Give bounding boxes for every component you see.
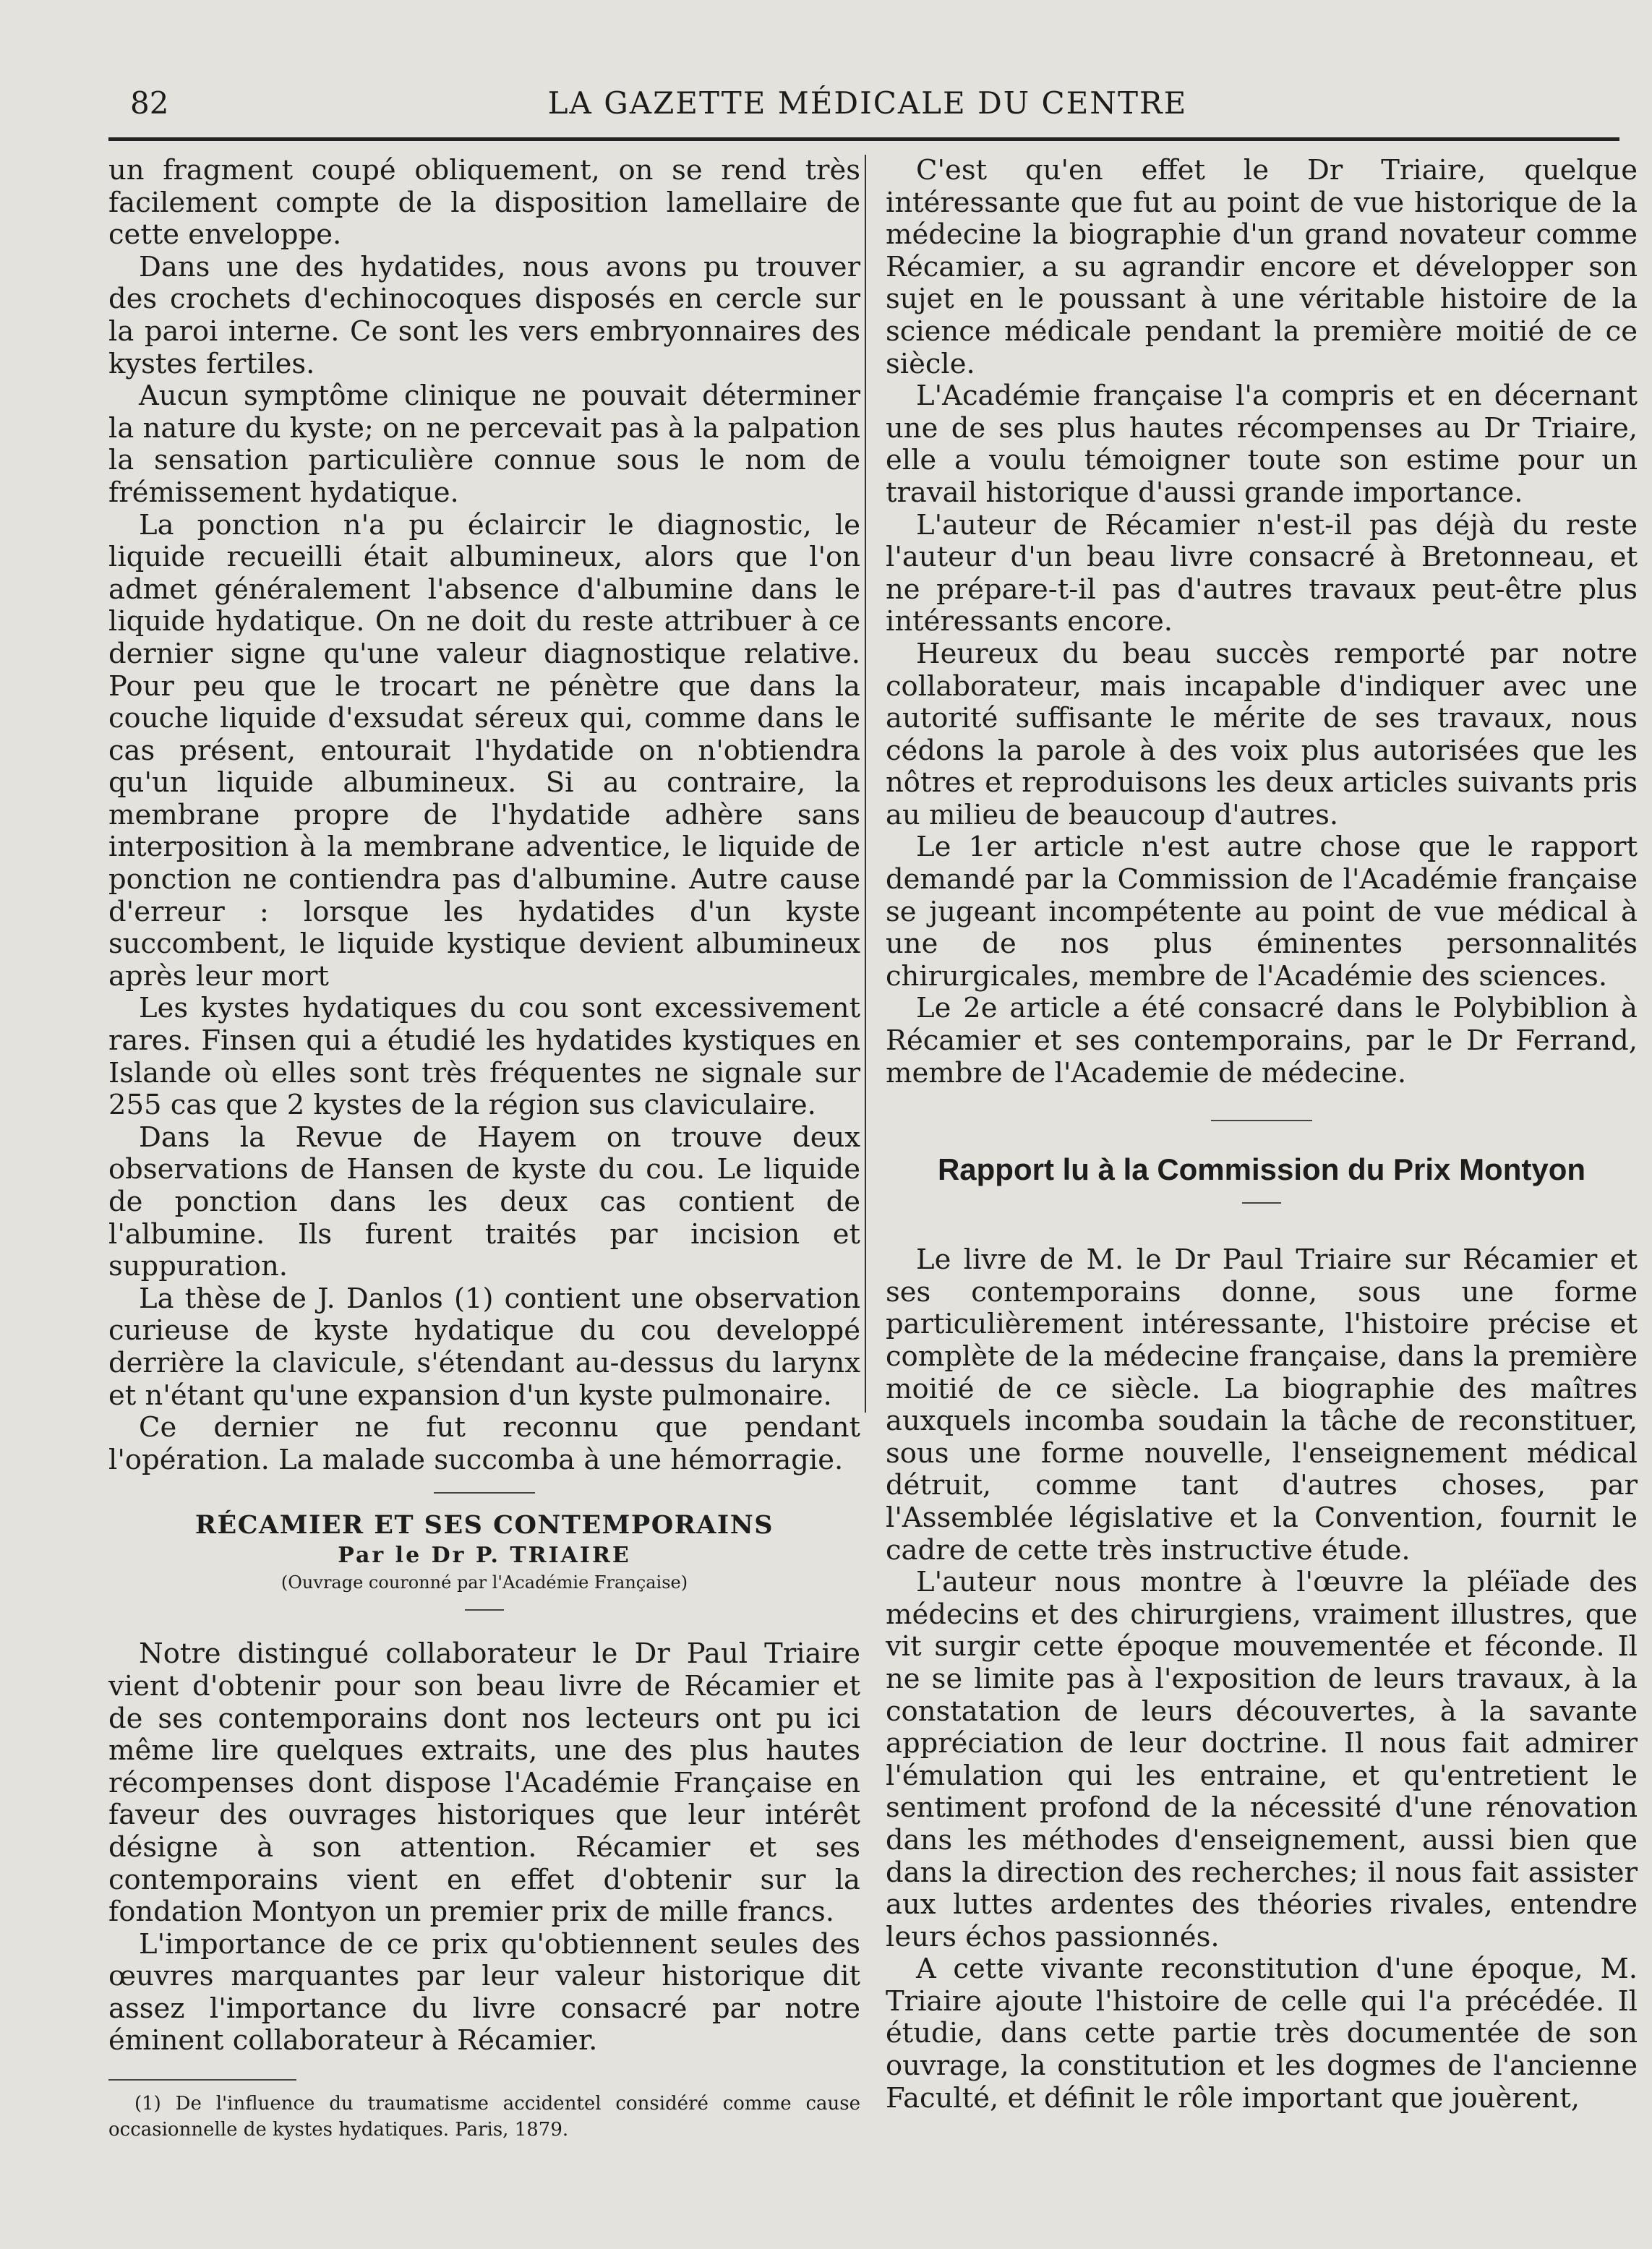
- report-heading: Rapport lu à la Commission du Prix Montyon: [937, 1152, 1586, 1187]
- page-header: [116, 85, 1619, 129]
- running-title: LA GAZETTE MÉDICALE DU CENTRE: [547, 85, 1188, 121]
- paragraph: Les kystes hydatiques du cou sont excessivement rares. Finsen qui a étudié les hydatides kystiques en Islande où elles sont très fréquentes ne signale sur 255 cas que 2 kystes de la région sus claviculaire.: [108, 992, 860, 1122]
- paragraph: Aucun symptôme clinique ne pouvait déterminer la nature du kyste; on ne percevait pas à la palpation la sensation particulière connue sous le nom de frémissement hydatique.: [108, 380, 860, 509]
- article-byline: Par le Dr P. TRIAIRE: [338, 1543, 631, 1569]
- paragraph: L'Académie française l'a compris et en décernant une de ses plus hautes récompenses au Dr Triaire, elle a voulu témoigner toute son estime pour un travail historique d'aussi grande importance.: [886, 380, 1638, 509]
- paragraph: L'auteur nous montre à l'œuvre la pléïade des médecins et des chirurgiens, vraiment illustres, que vit surgir cette époque mouvementée et féconde. Il ne se limite pas à l'exposition de leurs travaux, à la constatation de leurs découvertes, à la savante appréciation de leur doctrine. Il nous fait admirer l'émulation qui les entraine, et qu'entretient le sentiment profond de la nécessité d'une rénovation dans les méthodes d'enseignement, aussi bien que dans la direction des recherches; il nous fait assister aux luttes ardentes des théories rivales, entendre leurs échos passionnés.: [886, 1566, 1638, 1953]
- paragraph: Le 2e article a été consacré dans le Polybiblion à Récamier et ses contemporains, par le Dr Ferrand, membre de l'Academie de médecine.: [886, 992, 1638, 1089]
- paragraph: C'est qu'en effet le Dr Triaire, quelque intéressante que fut au point de vue historique de la médecine la biographie d'un grand novateur comme Récamier, a su agrandir encore et développer son sujet en le poussant à une véritable histoire de la science médicale pendant la première moitié de ce siècle.: [886, 154, 1638, 380]
- right-column: [886, 155, 1638, 2115]
- paragraph: Notre distingué collaborateur le Dr Paul Triaire vient d'obtenir pour son beau livre de Récamier et de ses contemporains dont nos lecteurs ont pu ici même lire quelques extraits, une des plus hautes récompenses dont dispose l'Académie Française en faveur des ouvrages historiques que leur intérêt désigne à son attention. Récamier et ses contemporains vient en effet d'obtenir sur la fondation Montyon un premier prix de mille francs.: [108, 1637, 860, 1929]
- paragraph: Dans une des hydatides, nous avons pu trouver des crochets d'echinocoques disposés en cercle sur la paroi interne. Ce sont les vers embryonnaires des kystes fertiles.: [108, 250, 860, 380]
- section-divider: [1211, 1120, 1312, 1121]
- title-divider: [465, 1609, 504, 1611]
- column-divider: [865, 155, 866, 1413]
- article-title: RÉCAMIER ET SES CONTEMPORAINS: [194, 1510, 774, 1541]
- section-divider: [434, 1492, 535, 1494]
- paragraph: Heureux du beau succès remporté par notre collaborateur, mais incapable d'indiquer avec une autorité suffisante le mérite de ses travaux, nous cédons la parole à des voix plus autorisées que les nôtres et reproduisons les deux articles suivants pris au milieu de beaucoup d'autres.: [886, 637, 1638, 831]
- paragraph: L'auteur de Récamier n'est-il pas déjà du reste l'auteur d'un beau livre consacré à Bretonneau, et ne prépare-t-il pas d'autres travaux peut-être plus intéressants encore.: [886, 508, 1638, 638]
- heading-divider: [1242, 1202, 1281, 1204]
- paragraph: Le livre de M. le Dr Paul Triaire sur Récamier et ses contemporains donne, sous une forme particulièrement intéressante, l'histoire précise et complète de la médecine française, dans la première moitié de ce siècle. La biographie des maîtres auxquels incomba soudain la tâche de reconstituer, sous une forme nouvelle, l'enseignement médical détruit, comme tant d'autres choses, par l'Assemblée législative et la Convention, fournit le cadre de cette très instructive étude.: [886, 1243, 1638, 1567]
- paragraph: La thèse de J. Danlos (1) contient une observation curieuse de kyste hydatique du cou developpé derrière la clavicule, s'étendant au-dessus du larynx et n'étant qu'une expansion d'un kyste pulmonaire.: [108, 1282, 860, 1412]
- paragraph: Ce dernier ne fut reconnu que pendant l'opération. La malade succomba à une hémorragie.: [108, 1411, 860, 1476]
- paragraph: La ponction n'a pu éclaircir le diagnostic, le liquide recueilli était albumineux, alors que l'on admet généralement l'absence d'albumine dans le liquide hydatique. On ne doit du reste attribuer à ce dernier signe qu'une valeur diagnostique relative. Pour peu que le trocart ne pénètre que dans la couche liquide d'exsudat séreux qui, comme dans le cas présent, entourait l'hydatide on n'obtiendra qu'un liquide albumineux. Si au contraire, la membrane propre de l'hydatide adhère sans interposition à la membrane adventice, le liquide de ponction ne contiendra pas d'albumine. Autre cause d'erreur : lorsque les hydatides d'un kyste succombent, le liquide kystique devient albumineux après leur mort: [108, 508, 860, 993]
- page-number: 82: [130, 85, 169, 121]
- header-rule: [108, 137, 1619, 141]
- paragraph: Le 1er article n'est autre chose que le rapport demandé par la Commission de l'Académie française se jugeant incompétente au point de vue médical à une de nos plus éminentes personnalités chirurgicales, membre de l'Académie des sciences.: [886, 831, 1638, 993]
- footnote-rule: [108, 2079, 296, 2081]
- paragraph: un fragment coupé obliquement, on se rend très facilement compte de la disposition lamellaire de cette enveloppe.: [108, 154, 860, 252]
- paragraph: Dans la Revue de Hayem on trouve deux observations de Hansen de kyste du cou. Le liquide de ponction dans les deux cas contient de l'albumine. Ils furent traités par incision et suppuration.: [108, 1121, 860, 1283]
- footnote: (1) De l'influence du traumatisme accidentel considéré comme cause occasionnelle de kystes hydatiques. Paris, 1879.: [108, 2093, 860, 2141]
- paragraph: L'importance de ce prix qu'obtiennent seules des œuvres marquantes par leur valeur historique dit assez l'importance du livre consacré par notre éminent collaborateur à Récamier.: [108, 1927, 860, 2057]
- paragraph: A cette vivante reconstitution d'une époque, M. Triaire ajoute l'histoire de celle qui l'a précédée. Il étudie, dans cette partie très documentée de son ouvrage, la constitution et les dogmes de l'ancienne Faculté, et définit le rôle important que jouèrent,: [886, 1953, 1638, 2115]
- left-column: [108, 155, 860, 2143]
- award-note: (Ouvrage couronné par l'Académie Française): [281, 1572, 688, 1593]
